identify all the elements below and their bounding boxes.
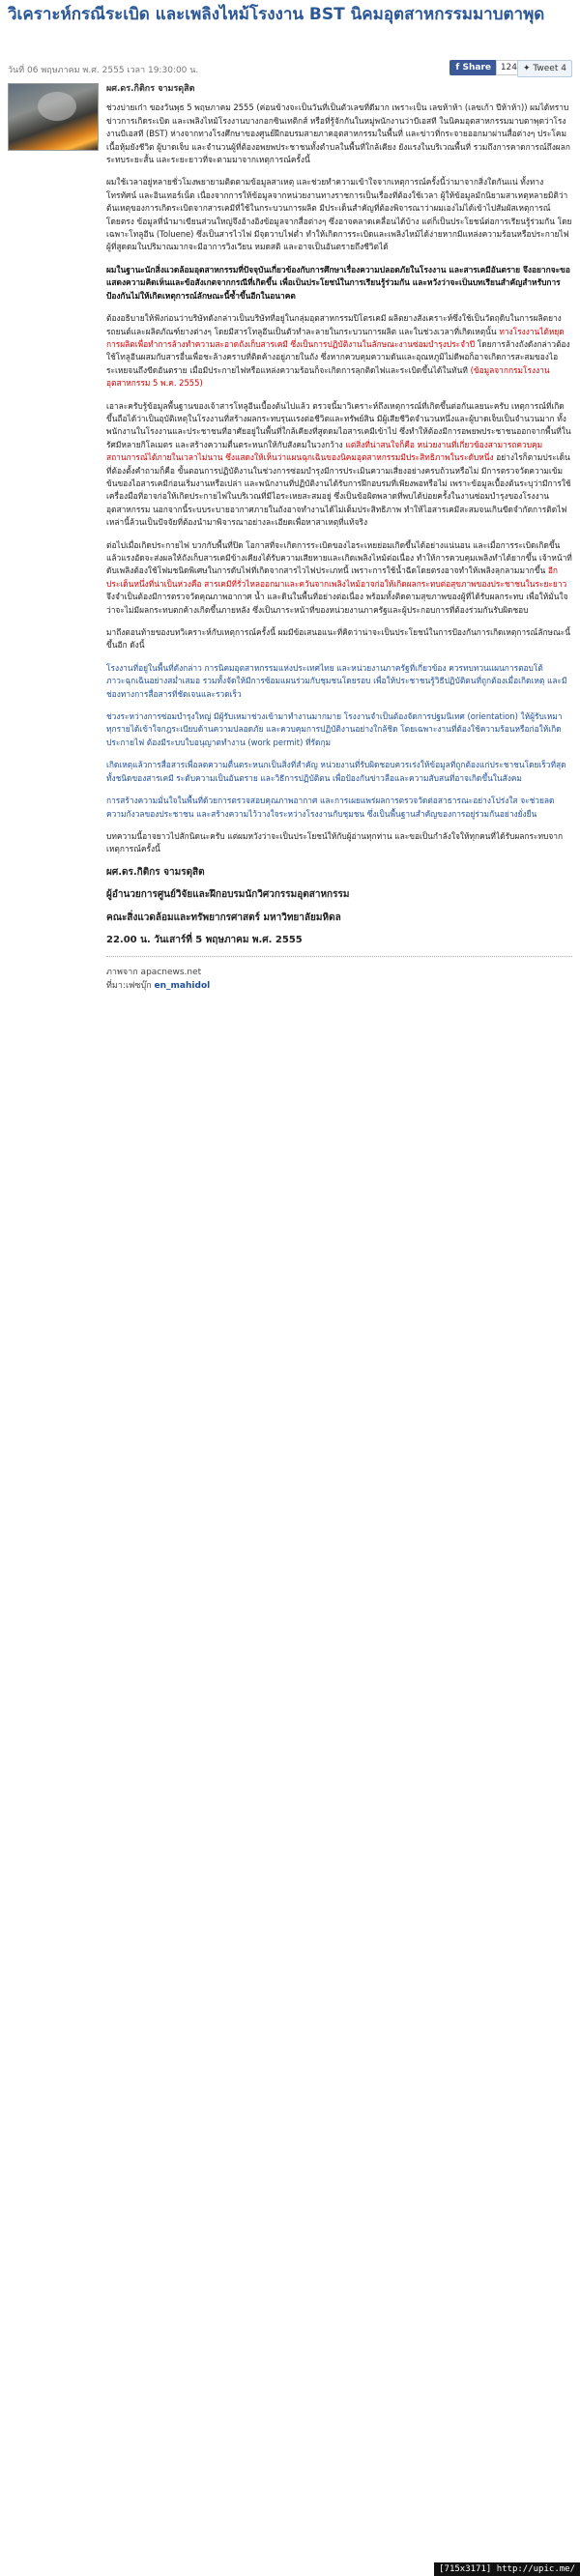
facebook-icon: f bbox=[455, 63, 463, 72]
recommendation-4: การสร้างความมั่นใจในพื้นที่ด้วยการตรวจสอบคุณภาพอากาศ และการเผยแพร่ผลการตรวจวัดต่อสาธารณะอย่างโปร่งใส จะช่วยลดความกังวลของประชาชน และสร้างความไว้วางใจระหว่างโรงงานกับชุมชน ซึ่งเป็นพื้นฐานสำคัญของการอยู่ร่วมกันอย่างยั่งยืน bbox=[106, 796, 555, 819]
paragraph-3-text-b: โดยการล้างถังดังกล่าวต้องใช้โทลูอีนผสมกับสารอื่นเพื่อชะล้างคราบที่ติดค้างอยู่ภายในถัง ซึ่งหากควบคุมความดันและอุณหภูมิไม่ดีพอก็อาจเกิดการสะสมของไอระเหยจนถึงขีดอันตราย เมื่อมีประกายไฟหรือแหล่งความร้อนก็จะเกิดการลุกติดไฟและระเบิดขึ้นได้ในทันที bbox=[106, 338, 570, 375]
divider bbox=[106, 956, 572, 957]
signature-name: ผศ.ดร.กิติกร จามรดุสิต bbox=[106, 866, 205, 878]
source-credit bbox=[106, 980, 572, 993]
article-title: วิเคราะห์กรณีระเบิด และเพลิงไหม้โรงงาน BST นิคมอุตสาหกรรมมาบตาพุด bbox=[8, 5, 545, 24]
tweet-button[interactable] bbox=[517, 60, 572, 77]
source-label: ที่มา:เฟซบุ๊ก bbox=[106, 980, 152, 991]
paragraph-6: มาถึงตอนท้ายของบทวิเคราะห์กับเหตุการณ์ครั้งนี้ ผมมีข้อเสนอแนะที่คิดว่าน่าจะเป็นประโยชน์ในการป้องกันการเกิดเหตุการณ์ลักษณะนี้ขึ้นอีก ดังนี้ bbox=[106, 627, 571, 651]
recommendation-3: เกิดเหตุแล้วการสื่อสารเพื่อลดความตื่นตระหนกเป็นสิ่งที่สำคัญ หน่วยงานที่รับผิดชอบควรเร่งให้ข้อมูลที่ถูกต้องแก่ประชาชนโดยเร็วที่สุด ทั้งชนิดของสารเคมี ระดับความเป็นอันตราย และวิธีการปฏิบัติตน เพื่อป้องกันข่าวลือและความสับสนที่อาจเกิดขึ้นในสังคม bbox=[106, 760, 566, 783]
paragraph-4-text-b: อย่างไรก็ตามประเด็นที่ต้องตั้งคำถามก็คือ ขั้นตอนการปฏิบัติงานในช่วงการซ่อมบำรุงมีการประเมินความเสี่ยงอย่างครบถ้วนหรือไม่ มีการตรวจวัดความเข้มข้นของไอสารเคมีก่อนเริ่มงานหรือเปล่า และพนักงานที่ปฏิบัติงานได้รับการฝึกอบรมที่เพียงพอหรือไม่ เพราะข้อมูลเบื้องต้นระบุว่ามีการใช้เครื่องมือที่อาจก่อให้เกิดประกายไฟในบริเวณที่มีไอระเหยสะสมอยู่ ซึ่งเป็นข้อผิดพลาดที่พบได้บ่อยครั้งในงานซ่อมบำรุงของโรงงานอุตสาหกรรม นอกจากนี้ระบบระบายอากาศภายในถังอาจทำงานได้ไม่เต็มประสิทธิภาพ ทำให้ไอสารเคมีสะสมจนเกินขีดจำกัดการติดไฟ เหล่านี้ล้วนเป็นปัจจัยที่ต้องนำมาพิจารณาอย่างละเอียดเพื่อหาสาเหตุที่แท้จริง bbox=[106, 452, 571, 528]
upic-watermark: [715x3171] http://upic.me/ bbox=[434, 2562, 580, 2576]
paragraph-4 bbox=[106, 400, 572, 530]
paragraph-5-text-b: จึงจำเป็นต้องมีการตรวจวัดคุณภาพอากาศ น้ำ และดินในพื้นที่อย่างต่อเนื่อง พร้อมทั้งติดตามสุขภาพของผู้ที่ได้รับผลกระทบ เพื่อให้มั่นใจว่าจะไม่มีผลกระทบตกค้างเกิดขึ้นภายหลัง ซึ่งเป็นภาระหน้าที่ของหน่วยงานภาครัฐและผู้ประกอบการที่ต้องร่วมกันรับผิดชอบ bbox=[106, 592, 568, 615]
photo-credit: ภาพจาก apacnews.net bbox=[106, 968, 202, 978]
paragraph-1: ช่วงบ่ายเก๋า ของวันพุธ 5 พฤษภาคม 2555 (ค่อนข้างจะเป็นวันที่เป็นตัวเลขที่ดีมาก เพราะเป็น เลขห้าห้า (เลขเก้า ปีห้าห้า)) ผมได้ทราบข่าวการเกิดระเบิด และเพลิงไหม้โรงงานบางกอกซินเทติกส์ หรือที่รู้จักกันในหมู่พนักงานว่าบีเอสที ในนิคมอุตสาหกรรมมาบตาพุดว่าโรงงานบีเอสที (BST) ห่างจากทางโรงศึกษาของศูนย์ฝึกอบรมสายภาคอุตสาหกรรมในพื้นที่ และข่าวที่กระจายออกมาผ่านสื่อต่างๆ ประโคมเนื้อหุ้มยังชีวิต ผู้บาดเจ็บ และจำนวนผู้ที่ต้องอพยพประชาชนทั้งตำบลในพื้นที่ใกล้เคียง ยังแรงในบริเวณพื้นที่ รวมถึงการคาดการณ์ถึงผลกระทบระยะสั้น และระยะยาวที่จะตามมาจากเหตุการณ์ครั้งนี้ bbox=[106, 102, 570, 165]
recommendation-2: ช่วงระหว่างการซ่อมบำรุงใหญ่ มีผู้รับเหมาช่วงเข้ามาทำงานมากมาย โรงงานจำเป็นต้องจัดการปฐมนิเทศ (orientation) ให้ผู้รับเหมาทุกรายได้เข้าใจกฎระเบียบด้านความปลอดภัย และควบคุมการปฏิบัติงานอย่างใกล้ชิด โดยเฉพาะงานที่ต้องใช้ความร้อนหรือก่อให้เกิดประกายไฟ ต้องมีระบบใบอนุญาตทำงาน (work permit) ที่รัดกุม bbox=[106, 711, 563, 747]
paragraph-5 bbox=[106, 539, 572, 617]
signature-faculty: คณะสิ่งแวดล้อมและทรัพยากรศาสตร์ มหาวิทยาลัยมหิดล bbox=[106, 912, 341, 923]
paragraph-3 bbox=[106, 312, 572, 390]
lead-paragraph: ผมในฐานะนักสิ่งแวดล้อมอุตสาหกรรมที่ปัจจุบันเกี่ยวข้องกับการศึกษาเรื่องความปลอดภัยในโรงงาน และสารเคมีอันตราย จึงอยากจะขอแสดงความคิดเห็นและข้อสังเกตจากกรณีที่เกิดขึ้น เพื่อเป็นประโยชน์ในการเรียนรู้ร่วมกัน และหวังว่าจะเป็นบทเรียนสำคัญสำหรับการป้องกันไม่ให้เกิดเหตุการณ์ลักษณะนี้ซ้ำขึ้นอีกในอนาคต bbox=[106, 264, 570, 301]
source-link[interactable]: en_mahidol bbox=[154, 980, 211, 991]
paragraph-3-highlight: ทางโรงงานได้หยุดการผลิตเพื่อทำการล้างทำความสะอาดถังเก็บสารเคมี ซึ่งเป็นการปฏิบัติงานในลักษณะงานซ่อมบำรุงประจำปี bbox=[106, 326, 565, 349]
byline-top: ผศ.ดร.กิติกร จามรดุสิต bbox=[106, 84, 195, 94]
paragraph-5-text-a: ต่อไปเมื่อเกิดประกายไฟ บวกกับพื้นที่ปิด โอกาสที่จะเกิดการระเบิดของไอระเหยย่อมเกิดขึ้นได้อย่างแน่นอน และเมื่อการระเบิดเกิดขึ้นแล้วแรงอัดจะส่งผลให้ถังเก็บสารเคมีข้างเคียงได้รับความเสียหายและเกิดเพลิงไหม้ต่อเนื่อง ทำให้การควบคุมเพลิงทำได้ยากขึ้น เจ้าหน้าที่ดับเพลิงต้องใช้โฟมชนิดพิเศษในการดับไฟที่เกิดจากสารไวไฟประเภทนี้ เพราะการใช้น้ำฉีดโดยตรงอาจทำให้เพลิงลุกลามมากขึ้น bbox=[106, 539, 572, 576]
smoke-shape bbox=[38, 92, 76, 121]
share-count: 124 bbox=[496, 60, 522, 75]
paragraph-4-text-a: เอาละครับรู้ข้อมูลพื้นฐานของเจ้าสารโทลูอีนเบื้องต้นไปแล้ว ตรวจนี้มาวิเคราะห์ถึงเหตุการณ์ที่เกิดขึ้นต่อกันเลยนะครับ เหตุการณ์ที่เกิดขึ้นถือได้ว่าเป็นอุบัติเหตุในโรงงานที่สร้างผลกระทบรุนแรงต่อชีวิตและทรัพย์สิน มีผู้เสียชีวิตจำนวนหนึ่งและผู้บาดเจ็บเป็นจำนวนมาก ทั้งพนักงานในโรงงานและประชาชนที่อาศัยอยู่ในพื้นที่ใกล้เคียงที่สูดดมไอสารเคมีเข้าไป ซึ่งทำให้ต้องมีการอพยพประชาชนออกจากพื้นที่ในรัศมีหลายกิโลเมตร และสร้างความตื่นตระหนกให้กับสังคมในวงกว้าง bbox=[106, 400, 571, 449]
signature-time: 22.00 น. วันเสาร์ที่ 5 พฤษภาคม พ.ศ. 2555 bbox=[106, 934, 303, 945]
paragraph-3-source: (ข้อมูลจากกรมโรงงานอุตสาหกรรม 5 พ.ค. 2555) bbox=[106, 364, 550, 389]
facebook-share-button[interactable] bbox=[450, 60, 497, 75]
signature-role: ผู้อำนวยการศูนย์วิจัยและฝึกอบรมนักวิศวกรรมอุตสาหกรรม bbox=[106, 889, 350, 901]
paragraph-5-highlight: อีกประเด็นหนึ่งที่น่าเป็นห่วงคือ สารเคมีที่รั่วไหลออกมาและควันจากเพลิงไหม้อาจก่อให้เกิดผลกระทบต่อสุขภาพของประชาชนในระยะยาว bbox=[106, 565, 567, 589]
meta-row bbox=[8, 60, 572, 77]
share-label: Share bbox=[462, 63, 491, 72]
publish-date: วันที่ 06 พฤษภาคม พ.ศ. 2555 เวลา 19:30:00 น. bbox=[8, 66, 199, 75]
paragraph-2: ผมใช้เวลาอยู่หลายชั่วโมงพยายามติดตามข้อมูลสาเหตุ และช่วยทำความเข้าใจจากเหตุการณ์ครั้งนี้ว่ามาจากสิ่งใดกันแน่ ทั้งทางโทรทัศน์ และอินเทอร์เน็ต เนื่องจากการให้ข้อมูลจากหน่วยงานทางราชการเป็นเรื่องที่ต้องใช้เวลา ผู้ให้ข้อมูลมักนิยามสาเหตุหลายมิติว่า ต้นเหตุของการเกิดระเบิดจากสารเคมีที่ใช้ในกระบวนการผลิต มีประเด็นสำคัญที่ต้องพิจารณาว่าผมเองไม่ได้เข้าไปสัมผัสเหตุการณ์โดยตรง ข้อมูลที่นำมาเขียนส่วนใหญ่จึงอ้างอิงข้อมูลจากสื่อต่างๆ ซึ่งอาจคลาดเคลื่อนได้บ้าง แต่ก็เป็นประโยชน์ต่อการเรียนรู้ร่วมกัน โดยเฉพาะโทลูอีน (Toluene) ซึ่งเป็นสารไวไฟ มีจุดวาบไฟต่ำ ทำให้เกิดการระเบิดและเพลิงไหม้ได้ง่ายหากมีแหล่งความร้อนหรือประกายไฟ ผู้ที่สูดดมในปริมาณมากจะมีอาการวิงเวียน หมดสติ และอาจเป็นอันตรายถึงชีวิตได้ bbox=[106, 177, 572, 252]
recommendation-1: โรงงานที่อยู่ในพื้นที่ดังกล่าว การนิคมอุตสาหกรรมแห่งประเทศไทย และหน่วยงานภาครัฐที่เกี่ยวข้อง ควรทบทวนแผนการตอบโต้ภาวะฉุกเฉินอย่างสม่ำเสมอ รวมทั้งจัดให้มีการซ้อมแผนร่วมกับชุมชนโดยรอบ เพื่อให้ประชาชนรู้วิธีปฏิบัติตนที่ถูกต้องเมื่อเกิดเหตุ และมีช่องทางการสื่อสารที่ชัดเจนและรวดเร็ว bbox=[106, 662, 567, 699]
closing-paragraph: บทความนี้อาจยาวไปสักนิดนะครับ แต่ผมหวังว่าจะเป็นประโยชน์ให้กับผู้อ่านทุกท่าน และขอเป็นกำลังใจให้ทุกคนที่ได้รับผลกระทบจากเหตุการณ์ครั้งนี้ bbox=[106, 830, 564, 854]
tweet-count: 4 bbox=[561, 64, 566, 73]
tweet-label: Tweet bbox=[533, 64, 559, 73]
paragraph-4-highlight: แต่สิ่งที่น่าสนใจก็คือ หน่วยงานที่เกี่ยวข้องสามารถควบคุมสถานการณ์ได้ภายในเวลาไม่นาน ซึ่งแสดงให้เห็นว่าแผนฉุกเฉินของนิคมอุตสาหกรรมมีประสิทธิภาพในระดับหนึ่ง bbox=[106, 439, 543, 463]
twitter-icon: ✦ bbox=[523, 64, 534, 73]
paragraph-3-text-a: ต้องอธิบายให้ฟังก่อนว่าบริษัทดังกล่าวเป็นบริษัทที่อยู่ในกลุ่มอุตสาหกรรมปิโตรเคมี ผลิตยางสังเคราะห์ซึ่งใช้เป็นวัตถุดิบในการผลิตยางรถยนต์และผลิตภัณฑ์ยางต่างๆ โดยมีสารโทลูอีนเป็นตัวทำละลายในกระบวนการผลิต และในช่วงเวลาที่เกิดเหตุนั้น bbox=[106, 313, 562, 336]
article-photo bbox=[8, 83, 99, 151]
article-body bbox=[106, 83, 572, 993]
